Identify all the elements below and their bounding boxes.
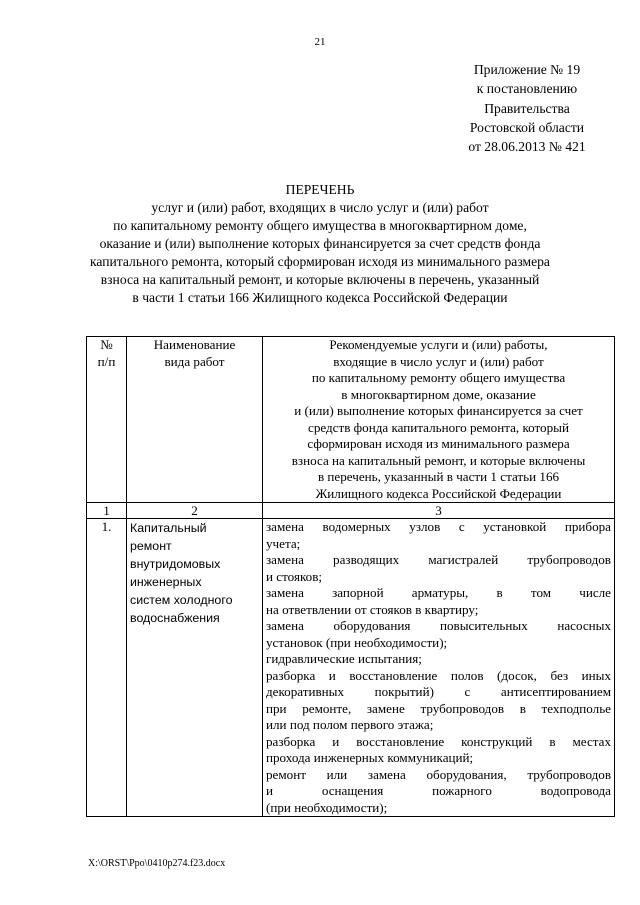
header-line: взноса на капитальный ремонт, и которые включены [291, 452, 586, 468]
works-line: и оснащения пожарного водопровода [266, 783, 611, 798]
works-line: при ремонте, замене трубопроводов в техподполье [266, 700, 611, 716]
page-number: 21 [314, 36, 326, 48]
title-line: оказание и (или) выполнение которых финансируется за счет средств фонда [99, 236, 541, 251]
works-line: декоративных покрытий) с антисептированием [266, 684, 611, 699]
title-line: взноса на капитальный ремонт, и которые включены в перечень, указанный [100, 272, 540, 287]
table-header-row [87, 337, 615, 503]
work-kind-line: систем холодного [130, 593, 233, 607]
works-table [86, 336, 615, 817]
header-line: сформирован исходя из минимального размера [307, 436, 570, 451]
works-line: разборка и восстановление конструкций в местах [266, 733, 611, 749]
works-line: учета; [266, 535, 301, 551]
document-title [60, 181, 580, 307]
column-number: 3 [263, 503, 615, 519]
title-line: услуг и (или) работ, входящих в число услуг и (или) работ [151, 200, 489, 215]
works-line: на ответвлении от стояков в квартиру; [266, 601, 479, 617]
works-line: замена разводящих магистралей трубопроводов [266, 552, 611, 567]
column-number: 2 [127, 503, 263, 519]
column-number: 1 [87, 503, 127, 519]
header-line: № [100, 337, 113, 352]
appendix-line: Ростовской области [469, 119, 585, 135]
works-line: ремонт или замена оборудования, трубопроводов [266, 766, 611, 782]
header-number-cell [87, 337, 127, 503]
title-line: капитального ремонта, который сформирован исходя из минимального размера [90, 254, 550, 269]
column-number-row [87, 503, 615, 519]
works-line: прохода инженерных коммуникаций; [266, 750, 474, 765]
header-line: Наименование [153, 337, 236, 352]
appendix-block [437, 60, 617, 156]
works-line: установок (при необходимости); [266, 634, 448, 650]
table-row [87, 519, 615, 817]
appendix-line: Приложение № 19 [473, 62, 581, 77]
header-line: и (или) выполнение которых финансируется за счет [294, 403, 583, 418]
header-kind-cell [127, 337, 263, 503]
works-line: или под полом первого этажа; [266, 717, 434, 732]
header-line: Жилищного кодекса Российской Федерации [315, 485, 562, 501]
work-kind-cell [127, 519, 263, 817]
header-line: по капитальному ремонту общего имущества [311, 370, 566, 385]
works-line: замена запорной арматуры, в том числе [266, 585, 611, 600]
file-path-footer: X:\ORST\Ppo\0410p274.f23.docx [88, 858, 226, 869]
works-line: разборка и восстановление полов (досок, без иных [266, 667, 611, 683]
work-kind-line: внутридомовых [130, 557, 221, 571]
works-list-cell [263, 519, 615, 817]
work-kind-line: инженерных [130, 575, 202, 589]
works-line: гидравлические испытания; [266, 651, 422, 666]
appendix-line: от 28.06.2013 № 421 [468, 139, 586, 155]
header-line: входящие в число услуг и (или) работ [333, 353, 544, 369]
title-line: в части 1 статьи 166 Жилищного кодекса Российской Федерации [132, 290, 508, 305]
header-works-cell [263, 337, 615, 503]
header-line: Рекомендуемые услуги и (или) работы, [329, 337, 548, 352]
appendix-line: к постановлению [476, 81, 578, 97]
work-kind-line: ремонт [130, 539, 172, 553]
works-line: замена водомерных узлов с установкой прибора [266, 519, 611, 534]
appendix-line: Правительства [484, 100, 570, 116]
work-kind-line: Капитальный [130, 521, 207, 535]
header-line: средств фонда капитального ремонта, который [308, 419, 569, 435]
work-kind-line: водоснабжения [130, 611, 220, 625]
title-line: по капитальному ремонту общего имущества в многоквартирном доме, [113, 218, 527, 233]
row-number: 1. [87, 519, 127, 817]
header-line: в многоквартирном доме, оказание [341, 386, 536, 402]
header-line: п/п [97, 353, 116, 369]
header-line: вида работ [164, 353, 225, 369]
title-heading: ПЕРЕЧЕНЬ [285, 182, 355, 197]
works-line: (при необходимости); [266, 799, 388, 815]
works-line: и стояков; [266, 568, 323, 584]
works-line: замена оборудования повысительных насосных [266, 618, 611, 633]
header-line: в перечень, указанный в части 1 статьи 166 [317, 469, 560, 484]
